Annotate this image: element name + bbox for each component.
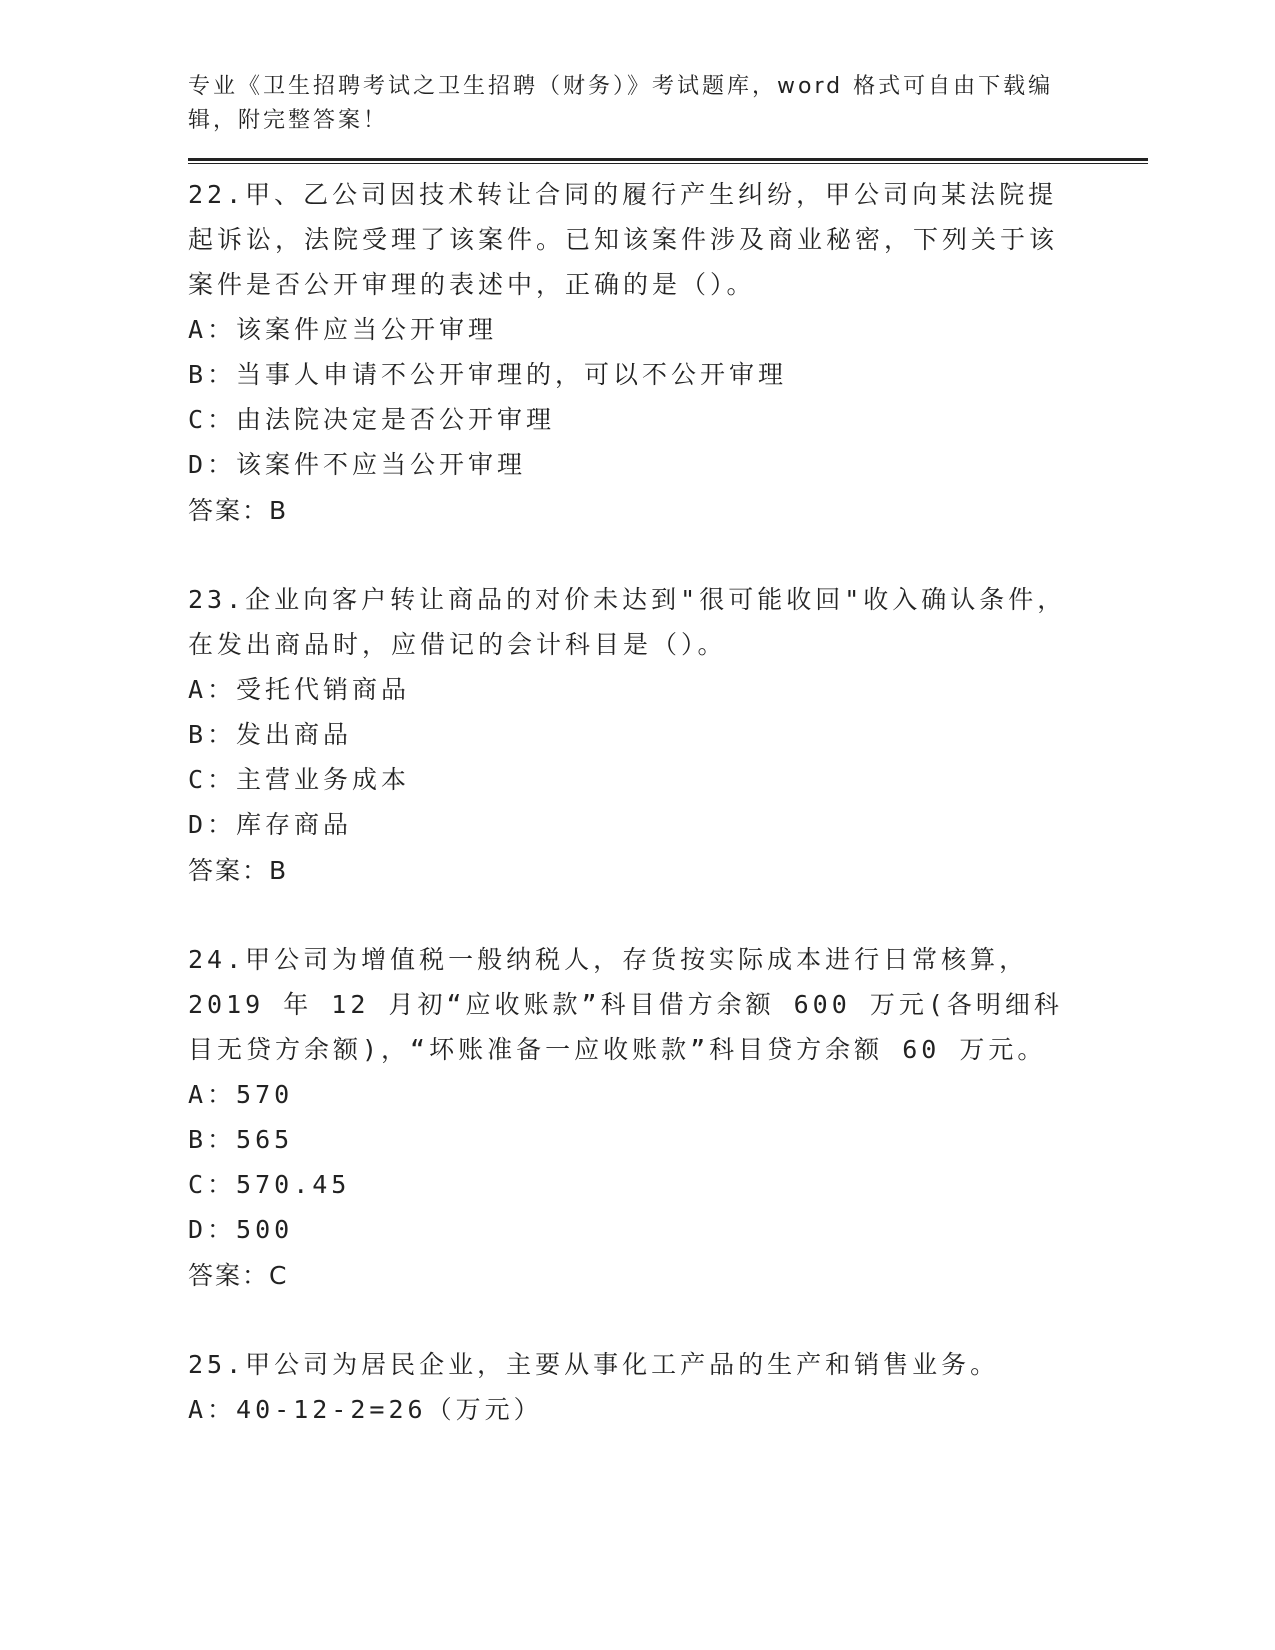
option-a: A：40-12-2=26（万元） (188, 1395, 543, 1424)
question-stem: 24.甲公司为增值税一般纳税人，存货按实际成本进行日常核算，2019 年 12 月初“应收账款”科目借方余额 600 万元(各明细科目无贷方余额)，“坏账准备一应收账款”科目贷方余额 60 万元。 (188, 945, 1063, 1064)
option-b: B：565 (188, 1125, 294, 1154)
option-d: D：500 (188, 1215, 294, 1244)
option-c: C：由法院决定是否公开审理 (188, 405, 556, 434)
question-stem: 22.甲、乙公司因技术转让合同的履行产生纠纷，甲公司向某法院提起诉讼，法院受理了该案件。已知该案件涉及商业秘密，下列关于该案件是否公开审理的表述中，正确的是（）。 (188, 180, 1059, 299)
document-page (188, 70, 1148, 1476)
header-divider-thick (188, 158, 1148, 161)
question-23 (188, 577, 1148, 893)
option-b: B：发出商品 (188, 720, 353, 749)
answer-line: 答案：B (188, 856, 289, 885)
question-22 (188, 172, 1148, 533)
option-c: C：主营业务成本 (188, 765, 411, 794)
answer-line: 答案：C (188, 1261, 289, 1290)
document-header: 专业《卫生招聘考试之卫生招聘（财务）》考试题库，word 格式可自由下载编辑，附完整答案！ (188, 74, 1054, 133)
option-b: B：当事人申请不公开审理的，可以不公开审理 (188, 360, 788, 389)
option-a: A：570 (188, 1080, 294, 1109)
answer-line: 答案：B (188, 496, 289, 525)
question-24 (188, 937, 1148, 1298)
option-d: D：库存商品 (188, 810, 353, 839)
option-a: A：受托代销商品 (188, 675, 411, 704)
option-d: D：该案件不应当公开审理 (188, 450, 527, 479)
option-c: C：570.45 (188, 1170, 351, 1199)
question-stem: 25.甲公司为居民企业，主要从事化工产品的生产和销售业务。 (188, 1350, 1000, 1379)
option-a: A：该案件应当公开审理 (188, 315, 498, 344)
question-25 (188, 1342, 1148, 1432)
question-list (188, 172, 1148, 1432)
header-divider-thin (188, 163, 1148, 164)
question-stem: 23.企业向客户转让商品的对价未达到"很可能收回"收入确认条件，在发出商品时，应借记的会计科目是（）。 (188, 585, 1067, 659)
